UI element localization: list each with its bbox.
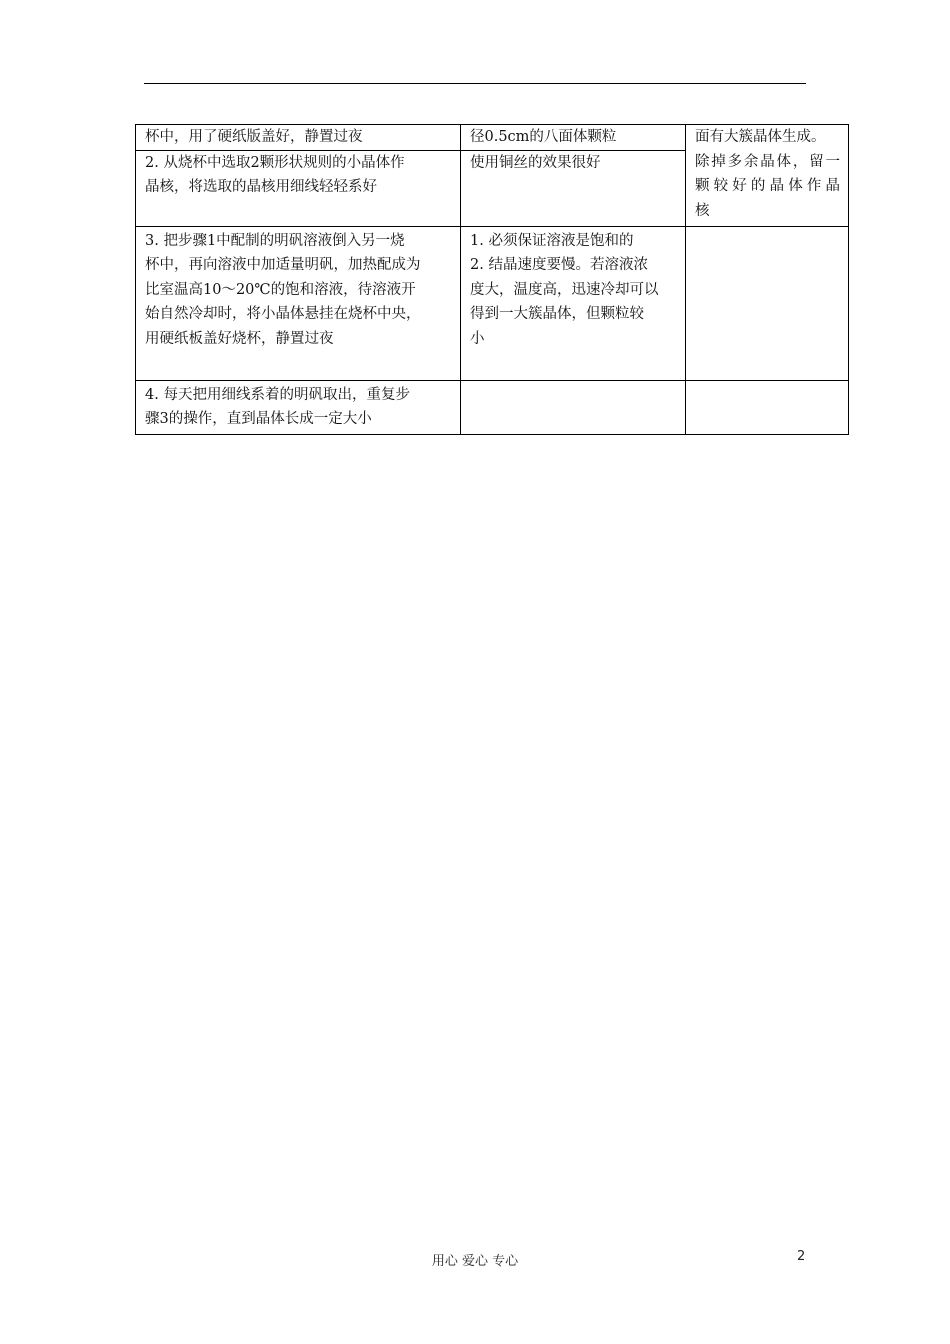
table-row xyxy=(136,226,849,380)
step-text: 3. 把步骤1中配制的明矾溶液倒入另一烧 xyxy=(145,232,405,249)
step-text: 骤3的操作，直到晶体长成一定大小 xyxy=(145,411,372,427)
result-text: 面有大簇晶体生成。 xyxy=(695,129,826,145)
step-text: 杯中，用了硬纸版盖好，静置过夜 xyxy=(145,129,363,145)
step-text: 2. 从烧杯中选取2颗形状规则的小晶体作 xyxy=(145,154,405,171)
step-cell xyxy=(136,150,461,226)
header-rule xyxy=(144,83,806,84)
notes-text: 得到一大簇晶体，但颗粒较 xyxy=(470,306,644,322)
result-text: 除掉多余晶体，留一 xyxy=(695,153,840,170)
notes-text: 小 xyxy=(470,330,485,347)
result-text: 颗较好的晶体作晶 xyxy=(695,178,840,194)
notes-text: 1. 必须保证溶液是饱和的 xyxy=(470,232,634,249)
step-cell xyxy=(136,380,461,434)
step-text: 4. 每天把用细线系着的明矾取出，重复步 xyxy=(145,386,410,403)
result-cell xyxy=(686,380,849,434)
step-cell xyxy=(136,226,461,380)
notes-cell xyxy=(461,125,686,151)
notes-text: 径0.5cm的八面体颗粒 xyxy=(470,129,617,145)
step-text: 用硬纸板盖好烧杯，静置过夜 xyxy=(145,330,334,347)
footer-text: 用心 爱心 专心 xyxy=(431,1254,519,1269)
step-cell xyxy=(136,125,461,151)
notes-text: 2. 结晶速度要慢。若溶液浓 xyxy=(470,257,648,273)
notes-text: 使用铜丝的效果很好 xyxy=(470,154,601,171)
step-text: 晶核，将选取的晶核用细线轻轻系好 xyxy=(145,179,377,195)
table-row xyxy=(136,125,849,151)
result-cell xyxy=(686,226,849,380)
experiment-table xyxy=(135,124,849,435)
result-text: 核 xyxy=(695,202,710,219)
table-row xyxy=(136,380,849,434)
step-text: 杯中，再向溶液中加适量明矾，加热配成为 xyxy=(145,257,421,273)
result-cell xyxy=(686,125,849,227)
notes-cell xyxy=(461,380,686,434)
notes-cell xyxy=(461,226,686,380)
notes-text: 度大，温度高，迅速冷却可以 xyxy=(470,281,659,298)
notes-cell xyxy=(461,150,686,226)
page-number: 2 xyxy=(797,1249,806,1264)
step-text: 始自然冷却时，将小晶体悬挂在烧杯中央， xyxy=(145,306,421,322)
step-text: 比室温高10～20℃的饱和溶液，待溶液开 xyxy=(145,281,416,298)
